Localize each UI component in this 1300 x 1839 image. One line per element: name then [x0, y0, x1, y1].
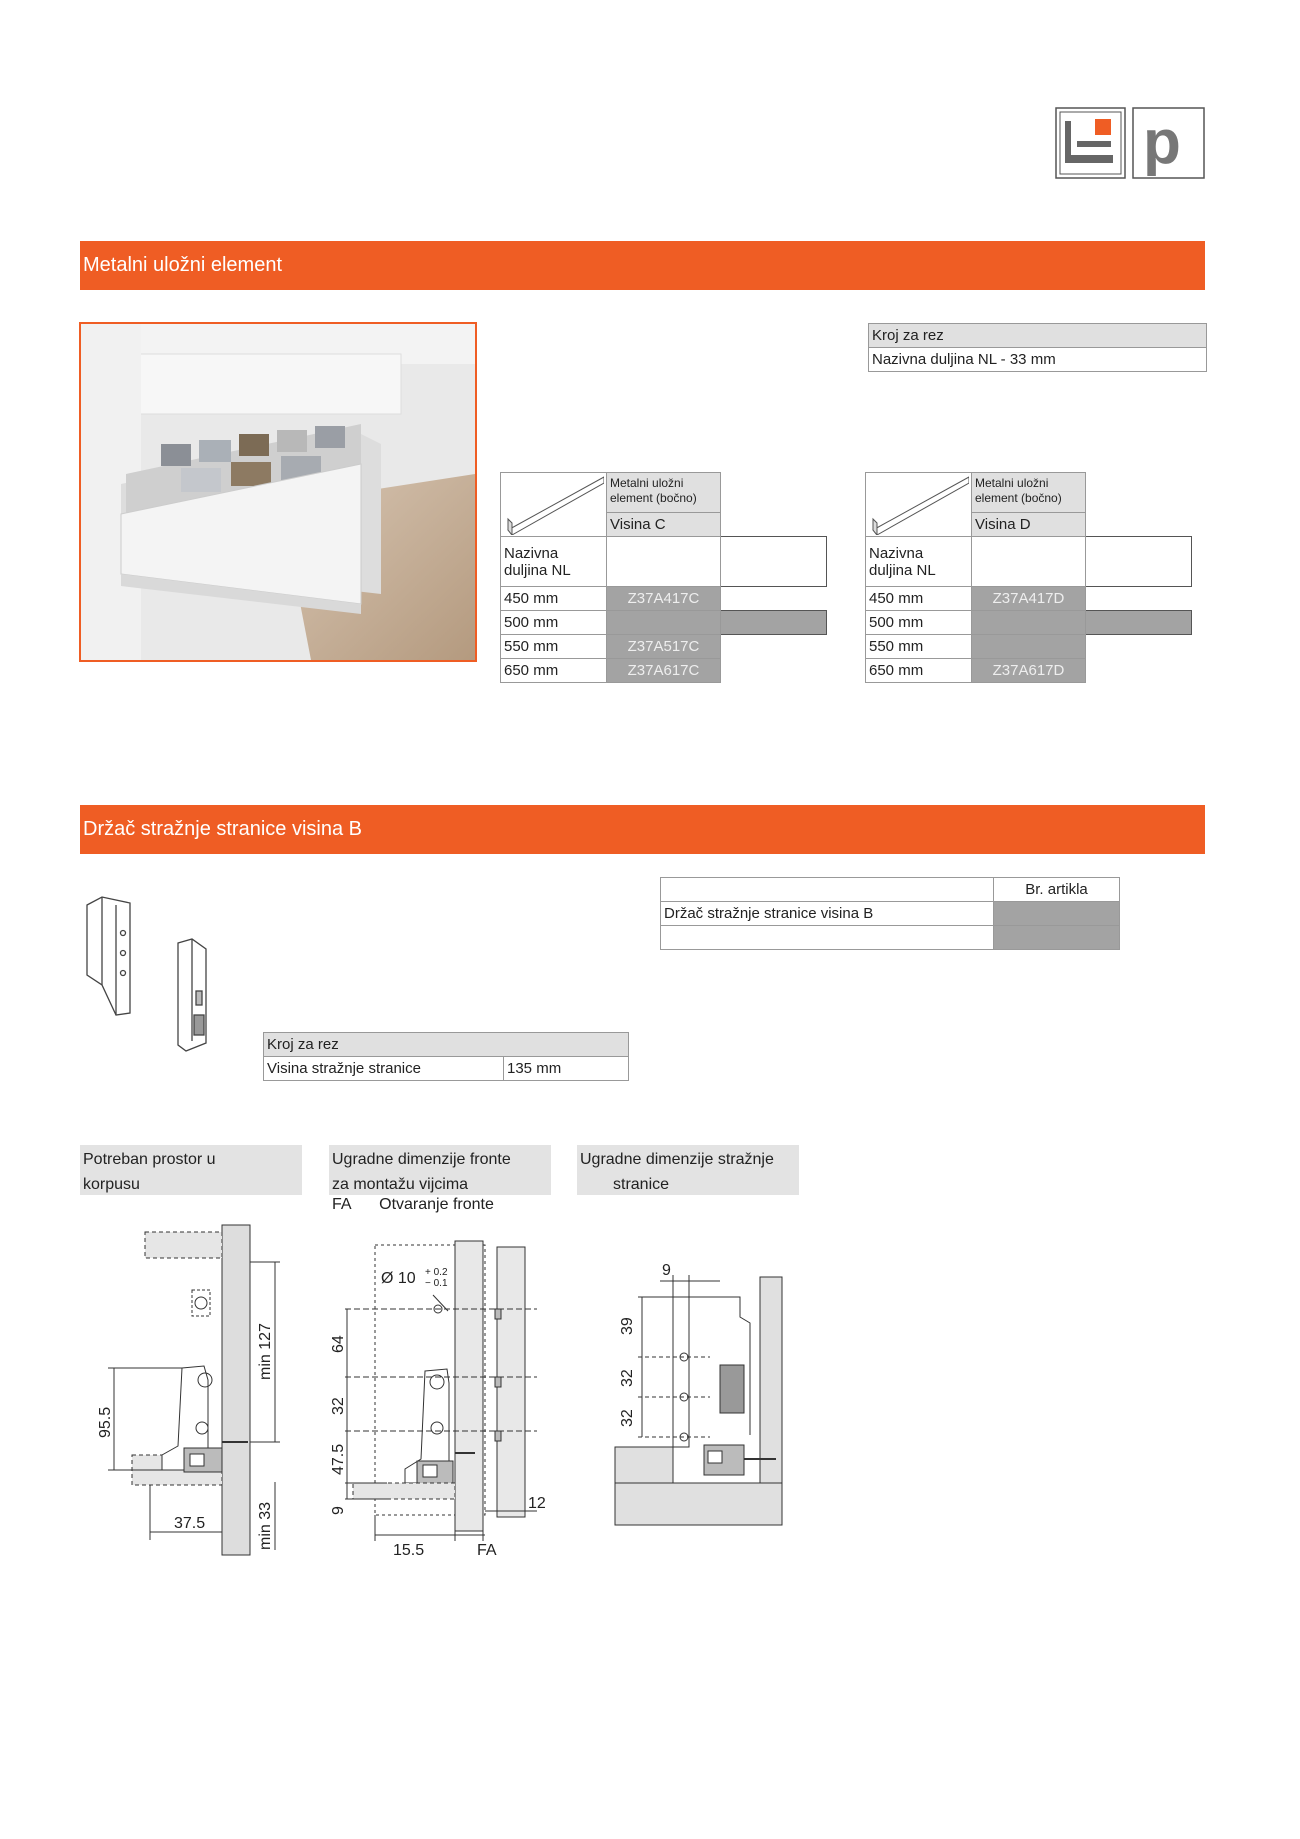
dim-37-5: 37.5	[174, 1515, 206, 1532]
len-650: 650 mm	[866, 659, 972, 683]
row-label: Nazivna duljina NL	[501, 537, 607, 587]
cut-value: 135 mm	[504, 1057, 629, 1081]
col-header: Metalni uložni element (bočno)	[972, 473, 1086, 513]
code-cell: Z37A617C	[607, 659, 721, 683]
diagram-cabinet	[90, 1220, 290, 1560]
code-cell: Z37A517C	[607, 635, 721, 659]
dim-tol-minus: − 0.1	[425, 1278, 448, 1289]
col-header: Metalni uložni element (bočno)	[607, 473, 721, 513]
dim-15-5: 15.5	[393, 1542, 425, 1559]
diagram-front	[325, 1225, 555, 1560]
row-label: Nazivna duljina NL	[866, 537, 972, 587]
dim-diameter: Ø 10	[381, 1270, 416, 1287]
cut-header: Kroj za rez	[264, 1033, 629, 1057]
dim-95-5: 95.5	[97, 1406, 114, 1438]
code-cell: Z37A417C	[607, 587, 721, 611]
section-title: Metalni uložni element	[83, 254, 282, 276]
code-cell: Z37A417D	[972, 587, 1086, 611]
code-cell: Z37A617D	[972, 659, 1086, 683]
dim-tol-plus: + 0.2	[425, 1267, 448, 1278]
dim-fa: FA	[477, 1542, 497, 1559]
legend-key: FA	[332, 1196, 351, 1213]
section-title: Držač stražnje stranice visina B	[83, 818, 362, 840]
drawer-photo	[79, 322, 477, 662]
insert-profile-icon	[504, 475, 604, 535]
len-500: 500 mm	[866, 611, 972, 635]
insert-profile-icon	[869, 475, 969, 535]
profile-sketch-cell	[501, 473, 607, 537]
height-label: Visina D	[972, 513, 1086, 537]
code-cell	[972, 635, 1086, 659]
diagram-title-back: Ugradne dimenzije stražnje stranice	[577, 1145, 799, 1195]
cut-table-holder	[263, 1032, 629, 1081]
len-500: 500 mm	[501, 611, 607, 635]
dim-min33: min 33	[257, 1501, 274, 1550]
section-banner-insert	[80, 241, 1205, 290]
dim-min127: min 127	[257, 1323, 274, 1380]
logo-letter: p	[1143, 108, 1181, 177]
cut-formula: Nazivna duljina NL - 33 mm	[869, 348, 1207, 372]
diagram-back	[600, 1255, 800, 1535]
cut-label: Visina stražnje stranice	[264, 1057, 504, 1081]
code-cell	[607, 611, 721, 635]
len-550: 550 mm	[866, 635, 972, 659]
article-row-label: Držač stražnje stranice visina B	[661, 902, 994, 926]
dim-32-bottom: 32	[619, 1409, 636, 1427]
dim-47-5: 47.5	[330, 1443, 347, 1475]
legend-text: Otvaranje fronte	[379, 1196, 494, 1213]
section-banner-holder	[80, 805, 1205, 854]
dim-9: 9	[662, 1262, 671, 1279]
front-legend	[332, 1196, 494, 1214]
len-450: 450 mm	[501, 587, 607, 611]
dim-39: 39	[619, 1317, 636, 1335]
article-table	[660, 877, 1120, 950]
holder-sketches	[82, 895, 227, 1055]
diagram-title-front: Ugradne dimenzije fronte za montažu vijcima	[329, 1145, 551, 1195]
dim-32-top: 32	[619, 1369, 636, 1387]
table-height-c	[500, 472, 827, 683]
table-height-d	[865, 472, 1192, 683]
dim-9: 9	[330, 1506, 347, 1515]
dim-64: 64	[330, 1335, 347, 1353]
code-cell	[972, 611, 1086, 635]
dim-32: 32	[330, 1397, 347, 1415]
logo	[1055, 107, 1205, 179]
diagram-title-cabinet: Potreban prostor u korpusu	[80, 1145, 302, 1195]
len-650: 650 mm	[501, 659, 607, 683]
cut-table-insert	[868, 323, 1207, 372]
cut-header: Kroj za rez	[869, 324, 1207, 348]
profile-sketch-cell	[866, 473, 972, 537]
len-450: 450 mm	[866, 587, 972, 611]
dim-12: 12	[528, 1495, 546, 1512]
len-550: 550 mm	[501, 635, 607, 659]
height-label: Visina C	[607, 513, 721, 537]
article-header: Br. artikla	[994, 878, 1120, 902]
